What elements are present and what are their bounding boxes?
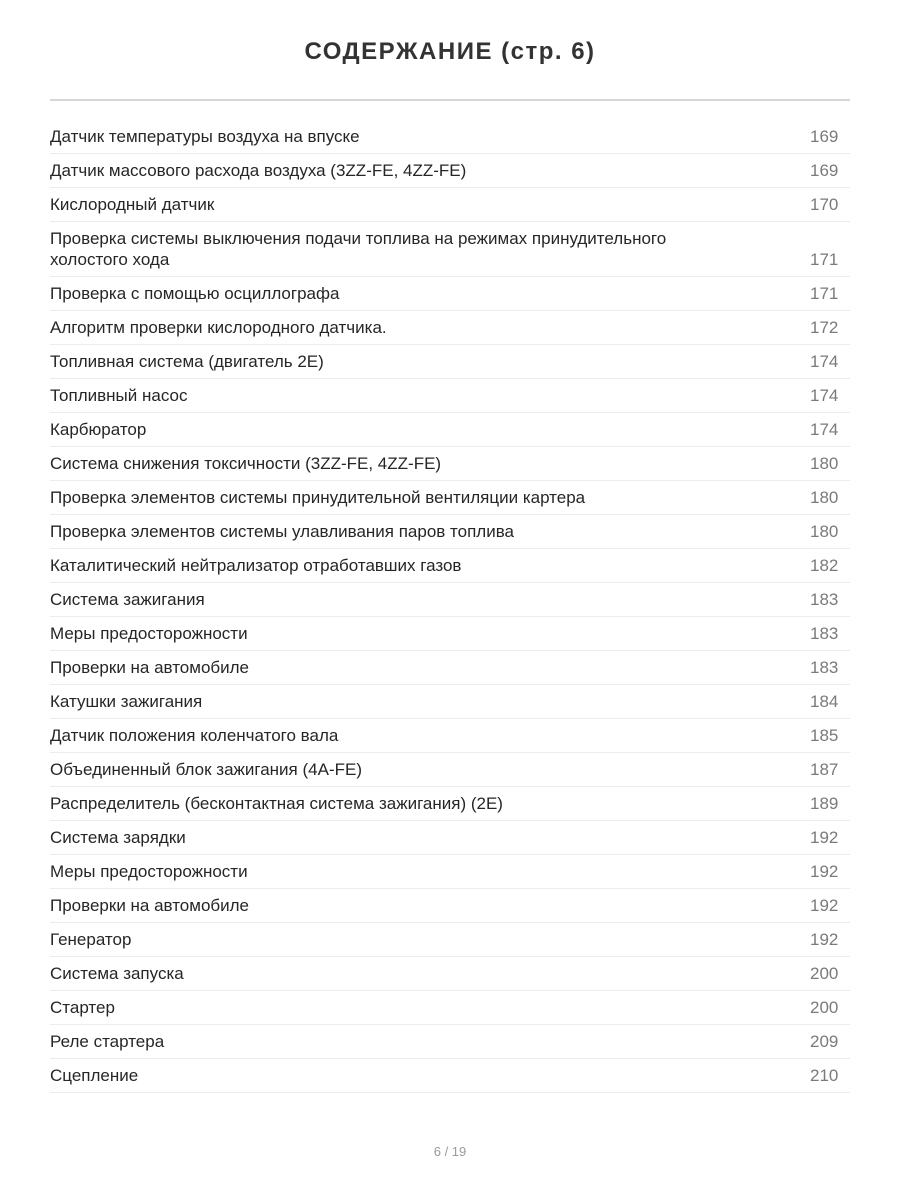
toc-entry[interactable]	[50, 1025, 850, 1059]
toc-entry-label: Проверки на автомобиле	[50, 658, 250, 677]
toc-entry-page: 192	[810, 896, 839, 915]
toc-entry-label: Топливная система (двигатель 2E)	[50, 352, 324, 371]
toc-entry-page: 192	[810, 862, 839, 881]
toc-entry-page: 174	[810, 420, 839, 439]
toc-entry-label: Система запуска	[50, 964, 184, 983]
toc-entry-page: 171	[810, 250, 839, 269]
toc-entry-label: Система зарядки	[50, 828, 186, 847]
toc-list	[50, 120, 850, 1093]
toc-entry-page: 183	[810, 658, 839, 677]
toc-entry-page: 171	[810, 284, 839, 303]
toc-entry-label: Каталитический нейтрализатор отработавших газов	[50, 556, 462, 575]
toc-entry[interactable]	[50, 583, 850, 617]
toc-entry-label: Генератор	[50, 930, 132, 949]
toc-entry-page: 209	[810, 1032, 839, 1051]
toc-entry-page: 189	[810, 794, 839, 813]
toc-entry-page: 169	[810, 161, 839, 180]
toc-entry[interactable]	[50, 1059, 850, 1093]
toc-entry[interactable]	[50, 889, 850, 923]
toc-entry-label: Меры предосторожности	[50, 862, 248, 881]
toc-entry-page: 180	[810, 488, 839, 507]
toc-entry-page: 182	[810, 556, 839, 575]
page-title: СОДЕРЖАНИЕ (стр. 6)	[304, 38, 596, 65]
toc-entry[interactable]	[50, 481, 850, 515]
toc-entry[interactable]	[50, 413, 850, 447]
toc-entry-label: Датчик положения коленчатого вала	[50, 726, 339, 745]
toc-entry[interactable]	[50, 549, 850, 583]
toc-entry[interactable]	[50, 515, 850, 549]
toc-entry-page: 192	[810, 828, 839, 847]
toc-entry[interactable]	[50, 188, 850, 222]
toc-entry-label: Система зажигания	[50, 590, 205, 609]
toc-entry-label: Сцепление	[50, 1066, 139, 1085]
title-divider	[50, 99, 850, 101]
toc-entry-page: 174	[810, 352, 839, 371]
toc-entry-label: Датчик массового расхода воздуха (3ZZ-FE, 4ZZ-FE)	[50, 161, 467, 180]
toc-entry-label: Проверка с помощью осциллографа	[50, 284, 340, 303]
toc-entry-label: Проверка элементов системы принудительной вентиляции картера	[50, 488, 586, 507]
toc-entry-label: Система снижения токсичности (3ZZ-FE, 4ZZ-FE)	[50, 454, 442, 473]
toc-entry[interactable]	[50, 787, 850, 821]
toc-entry-page: 183	[810, 590, 839, 609]
toc-entry-page: 180	[810, 454, 839, 473]
toc-entry-page: 170	[810, 195, 839, 214]
toc-entry-label: Реле стартера	[50, 1032, 165, 1051]
toc-entry[interactable]	[50, 651, 850, 685]
toc-entry[interactable]	[50, 685, 850, 719]
toc-entry-page: 210	[810, 1066, 839, 1085]
toc-entry[interactable]	[50, 753, 850, 787]
toc-entry-label: Проверки на автомобиле	[50, 896, 250, 915]
toc-entry-page: 187	[810, 760, 839, 779]
toc-entry-label: Стартер	[50, 998, 115, 1017]
toc-entry[interactable]	[50, 719, 850, 753]
toc-entry-label: Топливный насос	[50, 386, 188, 405]
toc-entry-label: Кислородный датчик	[50, 195, 215, 214]
toc-entry-page: 180	[810, 522, 839, 541]
toc-entry-page: 184	[810, 692, 839, 711]
toc-entry-label: Меры предосторожности	[50, 624, 248, 643]
toc-entry-page: 185	[810, 726, 839, 745]
toc-entry[interactable]	[50, 277, 850, 311]
toc-entry-page: 200	[810, 998, 839, 1017]
toc-entry-label: Карбюратор	[50, 420, 147, 439]
toc-entry-label: Объединенный блок зажигания (4A-FE)	[50, 760, 362, 779]
toc-entry-page: 174	[810, 386, 839, 405]
toc-entry[interactable]	[50, 222, 850, 277]
toc-entry-label: Проверка элементов системы улавливания паров топлива	[50, 522, 515, 541]
toc-entry-label: Катушки зажигания	[50, 692, 203, 711]
toc-entry[interactable]	[50, 923, 850, 957]
toc-entry-page: 192	[810, 930, 839, 949]
toc-entry[interactable]	[50, 154, 850, 188]
toc-entry-page: 183	[810, 624, 839, 643]
toc-entry[interactable]	[50, 855, 850, 889]
toc-entry-page: 172	[810, 318, 839, 337]
toc-entry-label: Алгоритм проверки кислородного датчика.	[50, 318, 387, 337]
toc-entry[interactable]	[50, 345, 850, 379]
toc-entry[interactable]	[50, 957, 850, 991]
toc-entry[interactable]	[50, 617, 850, 651]
toc-entry-label: Распределитель (бесконтактная система зажигания) (2E)	[50, 794, 503, 813]
toc-entry-page: 200	[810, 964, 839, 983]
toc-entry[interactable]	[50, 991, 850, 1025]
toc-entry[interactable]	[50, 120, 850, 154]
toc-entry[interactable]	[50, 379, 850, 413]
toc-entry-page: 169	[810, 127, 839, 146]
toc-entry-label: Датчик температуры воздуха на впуске	[50, 127, 360, 146]
toc-entry[interactable]	[50, 821, 850, 855]
toc-entry[interactable]	[50, 447, 850, 481]
page-number: 6 / 19	[433, 1144, 467, 1159]
toc-entry-label: Проверка системы выключения подачи топлива на режимах принудительного холостого хода	[50, 229, 667, 269]
toc-entry[interactable]	[50, 311, 850, 345]
